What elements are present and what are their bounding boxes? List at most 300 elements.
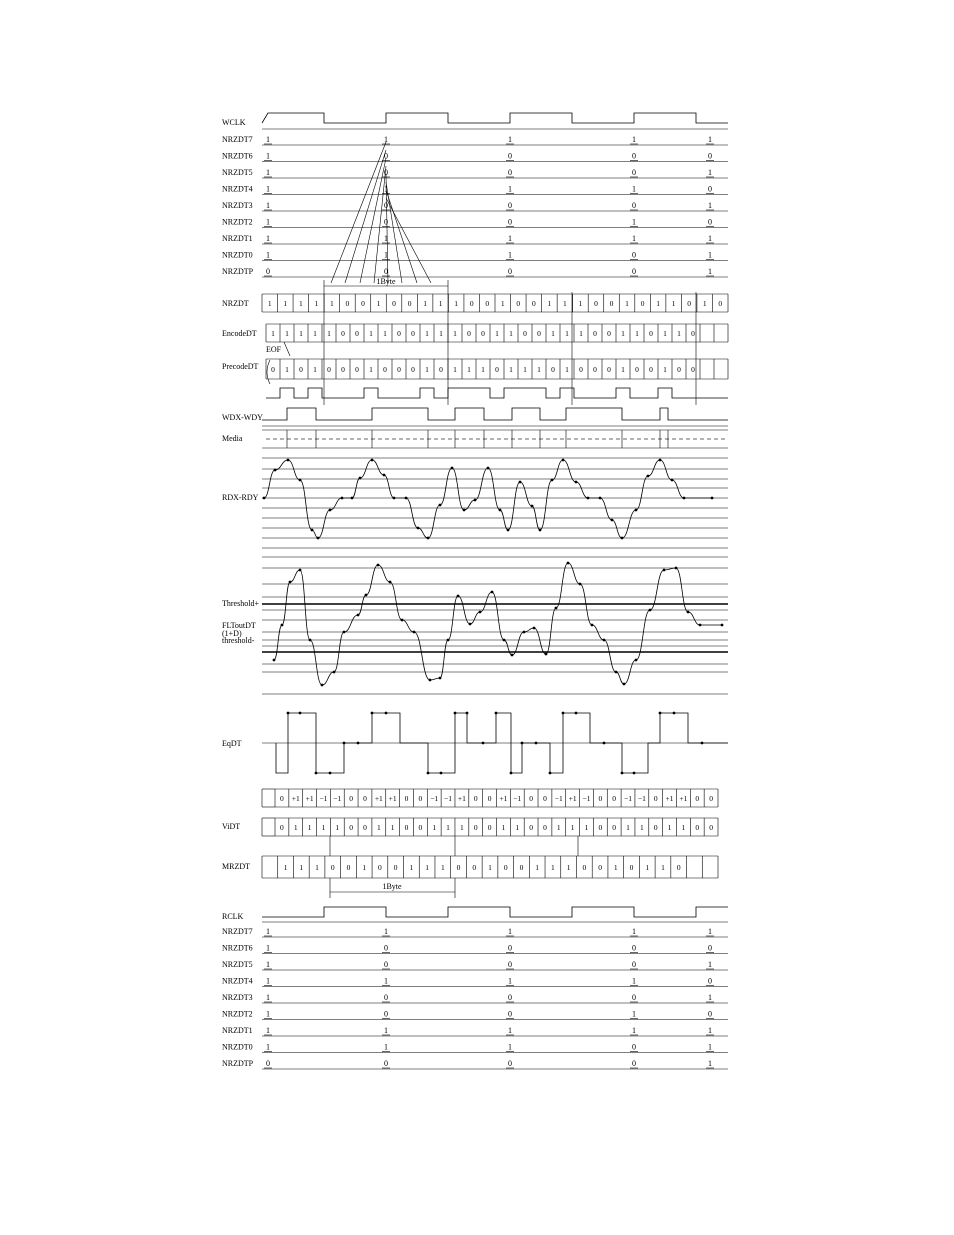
rbit-row-3-val-2: 1 (508, 976, 512, 986)
rdx-dot-24 (531, 505, 534, 508)
rdx-dot-38 (711, 497, 714, 500)
vidt-row-cell-20: 1 (556, 823, 561, 832)
flt-dot-1 (281, 624, 284, 627)
vidt-row-cell-24: 0 (612, 823, 617, 832)
rdx-dot-37 (683, 497, 686, 500)
wbit-row-1-val-0: 1 (266, 151, 270, 161)
rbit-row-2-val-2: 0 (508, 960, 512, 969)
encode-row-cell-20: 1 (551, 329, 555, 338)
rbit-row-8-val-0: 0 (266, 1059, 270, 1068)
encode-row-cell-3: 1 (313, 329, 317, 338)
wbit-row-7-val-3: 0 (632, 250, 636, 260)
rdx-dot-12 (393, 497, 396, 500)
rbit-row-3-val-0: 1 (266, 976, 270, 986)
rdx-dot-27 (562, 459, 565, 462)
ternary-row-cell-20: −1 (554, 794, 563, 803)
rbit-row-4-val-2: 0 (508, 993, 512, 1002)
mrzdt-row-cell-17: 1 (535, 863, 540, 872)
nrzdt-row-cell-16: 0 (516, 299, 521, 308)
flt-dot-25 (545, 653, 548, 656)
ternary-row-cell-25: −1 (624, 794, 633, 803)
vidt-row-cell-31: 0 (709, 823, 713, 832)
vidt-row-cell-14: 0 (473, 823, 478, 832)
flt-dot-4 (309, 639, 312, 642)
vidt-row-cell-8: 1 (390, 823, 395, 832)
fan-line-6 (386, 190, 417, 283)
rbit-row-7-val-0: 1 (266, 1042, 270, 1052)
vidt-row-cell-5: 0 (349, 823, 354, 832)
nrzdt-row-cell-10: 1 (423, 299, 427, 308)
nrzdt-row-cell-14: 0 (485, 299, 490, 308)
ternary-row-cell-8: +1 (388, 794, 397, 803)
nrzdt-row-label: NRZDT (222, 299, 249, 308)
rbit-row-2-val-4: 1 (708, 960, 712, 969)
flt-dot-6 (333, 671, 336, 674)
rdx-dot-30 (599, 497, 602, 500)
precode-row-cell-19: 1 (537, 365, 541, 374)
vidt-row-cell-29: 1 (681, 823, 686, 832)
precode-row-cell-21: 1 (565, 365, 569, 374)
precode-row-cell-12: 0 (439, 365, 443, 374)
precode-pulse (266, 388, 728, 398)
wbit-row-0-val-0: 1 (266, 135, 270, 144)
wbit-row-7-val-0: 1 (266, 250, 270, 260)
flt-dot-35 (663, 569, 666, 572)
byte-label-bottom: 1Byte (382, 882, 402, 891)
ternary-row-cell-21: +1 (568, 794, 577, 803)
flt-dot-31 (615, 671, 618, 674)
encode-row-cell-27: 0 (649, 329, 653, 338)
mrzdt-row-cell-5: 0 (346, 863, 351, 872)
wbit-row-5-val-2: 0 (508, 217, 512, 227)
wbit-row-4-val-2: 0 (508, 201, 512, 210)
fan-line-2 (360, 158, 386, 283)
flt-dot-20 (491, 591, 494, 594)
eqdt-dot-9 (440, 772, 443, 775)
precode-row-cell-25: 1 (621, 365, 625, 374)
vidt-row-cell-11: 1 (432, 823, 437, 832)
wbit-row-6-val-4: 1 (708, 234, 712, 243)
flt-dot-36 (675, 567, 678, 570)
precode-row-cell-6: 0 (355, 365, 359, 374)
ternary-row-cell-16: +1 (499, 794, 508, 803)
eqdt-dot-1 (299, 712, 302, 715)
precode-row-cell-13: 1 (453, 365, 457, 374)
flt-dot-9 (365, 594, 368, 597)
rbit-row-8-val-4: 1 (708, 1059, 712, 1068)
rclk-wave (262, 907, 728, 917)
mrzdt-row-cell-18: 1 (551, 863, 555, 872)
eqdt-dot-25 (701, 742, 704, 745)
rbit-row-7-val-3: 0 (632, 1042, 636, 1052)
ternary-row-cell-22: −1 (582, 794, 591, 803)
rbit-row-8-label: NRZDTP (222, 1059, 254, 1068)
encode-row-cell-24: 0 (607, 329, 611, 338)
encode-row-cell-1: 1 (285, 329, 289, 338)
encode-row-cell-2: 1 (299, 329, 303, 338)
flt-dot-12 (401, 619, 404, 622)
nrzdt-row-cell-29: 0 (718, 299, 723, 308)
rdx-dot-32 (621, 537, 624, 540)
rbit-row-3-label: NRZDT4 (222, 976, 253, 986)
nrzdt-row-cell-20: 1 (578, 299, 583, 308)
eqdt-dot-24 (673, 712, 676, 715)
precode-row-cell-9: 0 (397, 365, 401, 374)
byte-label-top: 1Byte (376, 277, 396, 286)
ternary-row-cell-15: 0 (487, 794, 492, 803)
wbit-row-3-label: NRZDT4 (222, 184, 253, 194)
encode-row-cell-6: 0 (355, 329, 359, 338)
nrzdt-row-cell-6: 0 (361, 299, 365, 308)
flt-dot-3 (299, 569, 302, 572)
vidt-row-cell-3: 1 (321, 823, 326, 832)
wbit-row-6-val-3: 1 (632, 234, 636, 243)
precode-brace (267, 360, 270, 384)
vidt-row-cell-0: 0 (280, 823, 284, 832)
precode-row-cell-18: 1 (523, 365, 527, 374)
ternary-row-cell-17: −1 (513, 794, 522, 803)
wbit-row-2-label: NRZDT5 (222, 168, 253, 177)
wbit-row-3-val-3: 1 (632, 184, 636, 194)
ternary-row-cell-30: 0 (695, 794, 700, 803)
rbit-row-6-label: NRZDT1 (222, 1026, 253, 1035)
nrzdt-row-cell-19: 1 (563, 299, 567, 308)
nrzdt-row-cell-0: 1 (267, 299, 272, 308)
wbit-row-2-val-1: 0 (384, 168, 388, 177)
precode-row-cell-26: 0 (635, 365, 639, 374)
vidt-row-cell-26: 1 (639, 823, 644, 832)
mrzdt-row-cell-8: 0 (393, 863, 398, 872)
encode-row-cell-22: 1 (579, 329, 583, 338)
vidt-row-cell-21: 1 (570, 823, 575, 832)
nrzdt-row-cell-5: 0 (345, 299, 350, 308)
precode-row-cell-29: 0 (677, 365, 681, 374)
vidt-row-cell-30: 0 (695, 823, 700, 832)
encode-row-cell-9: 0 (397, 329, 401, 338)
mrzdt-row-cell-13: 0 (472, 863, 477, 872)
flt-dot-16 (447, 639, 450, 642)
vidt-row-cell-4: 1 (335, 823, 340, 832)
wbit-row-7-val-1: 1 (384, 250, 388, 260)
wbit-row-8-label: NRZDTP (222, 267, 254, 276)
nrzdt-row-cell-4: 1 (330, 299, 334, 308)
encode-row-cell-13: 1 (453, 329, 457, 338)
eqdt-dot-11 (466, 712, 469, 715)
wbit-row-5-label: NRZDT2 (222, 217, 253, 227)
rdx-dot-4 (311, 529, 314, 532)
rdx-dot-20 (487, 467, 490, 470)
vidt-row-cell-25: 1 (626, 823, 630, 832)
wdx-label: WDX-WDY (222, 413, 263, 422)
wbit-row-6-label: NRZDT1 (222, 234, 253, 243)
nrzdt-row-cell-18: 1 (547, 299, 552, 308)
flt-dot-34 (649, 609, 652, 612)
precode-row-cell-27: 0 (649, 365, 653, 374)
rbit-row-4-val-1: 0 (384, 993, 388, 1002)
rbit-row-5-val-1: 0 (384, 1009, 388, 1019)
flt-dot-21 (503, 639, 506, 642)
vidt-row-cell-12: 1 (446, 823, 450, 832)
flt-dot-11 (389, 581, 392, 584)
encode-row-cell-17: 1 (509, 329, 513, 338)
ternary-row-cell-10: 0 (418, 794, 423, 803)
vidt-row-cell-28: 1 (667, 823, 672, 832)
precode-row-cell-15: 1 (481, 365, 485, 374)
encode-row-cell-23: 0 (593, 329, 597, 338)
wbit-row-0-label: NRZDT7 (222, 135, 253, 144)
encode-row-cell-10: 0 (411, 329, 415, 338)
rdx-dot-11 (383, 474, 386, 477)
rbit-row-3-val-3: 1 (632, 976, 636, 986)
flt-dot-37 (687, 611, 690, 614)
eqdt-dot-21 (621, 772, 624, 775)
precode-row-cell-10: 0 (411, 365, 415, 374)
mrzdt-row-cell-3: 1 (315, 863, 319, 872)
precode-row-cell-4: 0 (327, 365, 331, 374)
mrzdt-row-cell-22: 1 (613, 863, 618, 872)
rbit-row-5-val-0: 1 (266, 1009, 270, 1019)
ternary-row-cell-9: 0 (404, 794, 409, 803)
vidt-label: ViDT (222, 822, 241, 831)
encode-row-cell-15: 0 (481, 329, 485, 338)
rbit-row-7-label: NRZDT0 (222, 1042, 253, 1052)
eqdt-dot-8 (427, 772, 430, 775)
eqdt-dot-13 (495, 712, 498, 715)
rbit-row-8-val-3: 0 (632, 1059, 636, 1068)
eqdt-label: EqDT (222, 739, 242, 748)
precode-row-cell-22: 0 (579, 365, 583, 374)
nrzdt-row-cell-27: 0 (687, 299, 692, 308)
rdx-dot-21 (499, 509, 502, 512)
mrzdt-row-cell-1: 1 (283, 863, 288, 872)
ternary-row-cell-11: −1 (430, 794, 439, 803)
flt-dot-2 (289, 581, 292, 584)
mrzdt-row-cell-6: 1 (362, 863, 367, 872)
rbit-row-4-label: NRZDT3 (222, 993, 253, 1002)
vidt-row-cell-9: 0 (404, 823, 409, 832)
rbit-row-7-val-4: 1 (708, 1042, 712, 1052)
mrzdt-row-cell-9: 1 (409, 863, 414, 872)
wbit-row-1-val-2: 0 (508, 151, 512, 161)
media-label: Media (222, 434, 243, 443)
encode-row-cell-16: 1 (495, 329, 499, 338)
mrzdt-row-cell-16: 0 (519, 863, 524, 872)
rdx-dot-35 (659, 459, 662, 462)
vidt-row-cell-10: 0 (418, 823, 423, 832)
ternary-row-cell-12: −1 (444, 794, 453, 803)
mrzdt-row-cell-20: 0 (582, 863, 587, 872)
ternary-row-cell-27: 0 (653, 794, 658, 803)
rclk-label: RCLK (222, 912, 244, 921)
wbit-row-5-val-1: 0 (384, 217, 388, 227)
filter-sub-label: (1+D) (222, 629, 242, 638)
encode-row-cell-5: 0 (341, 329, 345, 338)
rdx-dot-3 (299, 479, 302, 482)
rdx-dot-22 (507, 529, 510, 532)
nrzdt-row-cell-11: 1 (438, 299, 443, 308)
rdx-dot-2 (287, 459, 290, 462)
rbit-row-2-val-3: 0 (632, 960, 636, 969)
precode-row-cell-11: 1 (425, 365, 429, 374)
rbit-row-6-val-0: 1 (266, 1026, 270, 1035)
precode-row-cell-16: 0 (495, 365, 499, 374)
rbit-row-2-val-0: 1 (266, 960, 270, 969)
rbit-row-1-val-2: 0 (508, 943, 512, 953)
mrzdt-label: MRZDT (222, 862, 250, 871)
wbit-row-5-val-0: 1 (266, 217, 270, 227)
ternary-row-cell-13: +1 (457, 794, 466, 803)
precode-row-cell-24: 0 (607, 365, 611, 374)
flt-dot-27 (567, 562, 570, 565)
precode-row-cell-5: 0 (341, 365, 345, 374)
eqdt-dot-15 (521, 742, 524, 745)
nrzdt-row-cell-23: 1 (625, 299, 629, 308)
flt-dot-10 (377, 564, 380, 567)
rbit-row-8-val-1: 0 (384, 1059, 388, 1068)
rbit-row-1-val-1: 0 (384, 943, 388, 953)
wbit-row-0-val-1: 1 (384, 135, 388, 144)
rbit-row-5-val-4: 0 (708, 1009, 712, 1019)
rbit-row-7-val-2: 1 (508, 1042, 512, 1052)
rbit-row-6-val-1: 1 (384, 1026, 388, 1035)
flt-dot-24 (533, 627, 536, 630)
encode-row-cell-8: 1 (383, 329, 387, 338)
rdx-dot-28 (575, 481, 578, 484)
wbit-row-4-val-1: 0 (384, 201, 388, 210)
wbit-row-3-val-2: 1 (508, 184, 512, 194)
rdx-dot-6 (329, 509, 332, 512)
vidt-row-cell-7: 1 (376, 823, 381, 832)
precode-row-cell-3: 1 (313, 365, 317, 374)
ternary-row-cell-14: 0 (473, 794, 478, 803)
precode-row-cell-28: 1 (663, 365, 667, 374)
wbit-row-1-val-4: 0 (708, 151, 712, 161)
ternary-row-cell-6: 0 (363, 794, 367, 803)
rbit-row-5-label: NRZDT2 (222, 1009, 253, 1019)
flt-dot-30 (603, 639, 606, 642)
encode-row-cell-28: 1 (663, 329, 667, 338)
fan-line-0 (331, 142, 386, 283)
ternary-row-cell-5: 0 (349, 794, 354, 803)
eqdt-dot-7 (385, 712, 388, 715)
nrzdt-row-cell-13: 0 (469, 299, 474, 308)
eqdt-dot-17 (549, 772, 552, 775)
threshold-plus-label: Threshold+ (222, 599, 259, 608)
flt-dot-33 (635, 659, 638, 662)
flt-dot-23 (523, 631, 526, 634)
eqdt-dot-4 (343, 742, 346, 745)
eqdt-dot-10 (454, 712, 457, 715)
encode-row-cell-18: 0 (523, 329, 527, 338)
rbit-row-3-val-1: 1 (384, 976, 388, 986)
wbit-row-2-val-3: 0 (632, 168, 636, 177)
nrzdt-row-cell-17: 0 (531, 299, 536, 308)
rbit-row-1-label: NRZDT6 (222, 943, 253, 953)
wbit-row-8-val-2: 0 (508, 267, 512, 276)
mrzdt-row-cell-24: 1 (645, 863, 650, 872)
eqdt-dot-23 (659, 712, 662, 715)
flt-dot-26 (555, 607, 558, 610)
wbit-row-2-val-2: 0 (508, 168, 512, 177)
wbit-row-6-val-0: 1 (266, 234, 270, 243)
wbit-row-7-val-2: 1 (508, 250, 512, 260)
ternary-row-cell-26: −1 (637, 794, 646, 803)
eqdt-dot-0 (287, 712, 290, 715)
flt-curve (274, 563, 722, 685)
vidt-row-cell-22: 1 (584, 823, 589, 832)
mrzdt-row-cell-12: 0 (456, 863, 461, 872)
wbit-row-7-label: NRZDT0 (222, 250, 253, 260)
wbit-row-6-val-2: 1 (508, 234, 512, 243)
flt-dot-38 (699, 624, 702, 627)
rdx-dot-7 (341, 497, 344, 500)
precode-row-cell-7: 1 (369, 365, 373, 374)
nrzdt-row-cell-21: 0 (594, 299, 598, 308)
wbit-row-6-val-1: 1 (384, 234, 388, 243)
ternary-row-cell-4: −1 (333, 794, 342, 803)
nrzdt-row-cell-1: 1 (283, 299, 288, 308)
rbit-row-0-val-3: 1 (632, 927, 636, 936)
rbit-row-8-val-2: 0 (508, 1059, 512, 1068)
rbit-row-7-val-1: 1 (384, 1042, 388, 1052)
encode-row-cell-11: 1 (425, 329, 429, 338)
flt-dot-17 (457, 595, 460, 598)
nrzdt-row-cell-9: 0 (407, 299, 412, 308)
vidt-row-cell-23: 0 (598, 823, 603, 832)
eqdt-dot-12 (482, 742, 485, 745)
vidt-row-cell-1: 1 (293, 823, 298, 832)
mrzdt-row-cell-7: 0 (378, 863, 382, 872)
encode-row-cell-21: 1 (565, 329, 569, 338)
rbit-row-0-val-0: 1 (266, 927, 270, 936)
wbit-row-1-val-3: 0 (632, 151, 636, 161)
encode-row-cell-7: 1 (369, 329, 373, 338)
wbit-row-4-label: NRZDT3 (222, 201, 253, 210)
flt-dot-39 (721, 624, 724, 627)
wbit-row-4-val-4: 1 (708, 201, 712, 210)
rdx-dot-34 (647, 475, 650, 478)
eqdt-dot-6 (371, 712, 374, 715)
rdx-dot-5 (317, 537, 320, 540)
wbit-row-0-val-2: 1 (508, 135, 512, 144)
rdx-dot-15 (427, 537, 430, 540)
rbit-row-6-val-3: 1 (632, 1026, 636, 1035)
encode-row-cell-19: 0 (537, 329, 541, 338)
flt-dot-13 (413, 631, 416, 634)
rbit-row-3-val-4: 0 (708, 976, 712, 986)
ternary-row-cell-19: 0 (543, 794, 547, 803)
flt-dot-5 (321, 684, 324, 687)
eqdt-dot-19 (575, 712, 578, 715)
mrzdt-row-cell-10: 1 (425, 863, 429, 872)
encode-row-cell-25: 1 (621, 329, 625, 338)
precode-row-cell-20: 0 (551, 365, 555, 374)
eqdt-dot-5 (357, 742, 360, 745)
ternary-row-cell-3: −1 (319, 794, 328, 803)
ternary-row-cell-31: 0 (709, 794, 713, 803)
nrzdt-row-cell-25: 1 (656, 299, 660, 308)
eqdt-dot-14 (510, 772, 513, 775)
fan-line-1 (345, 150, 386, 283)
rbit-row-0-val-1: 1 (384, 927, 388, 936)
nrzdt-row-cell-3: 1 (314, 299, 319, 308)
vidt-row-cell-19: 0 (543, 823, 547, 832)
wclk-label: WCLK (222, 118, 246, 127)
flt-dot-18 (469, 623, 472, 626)
mrzdt-row-cell-15: 0 (503, 863, 508, 872)
rdx-dot-1 (274, 469, 277, 472)
precode-row-cell-1: 1 (285, 365, 289, 374)
